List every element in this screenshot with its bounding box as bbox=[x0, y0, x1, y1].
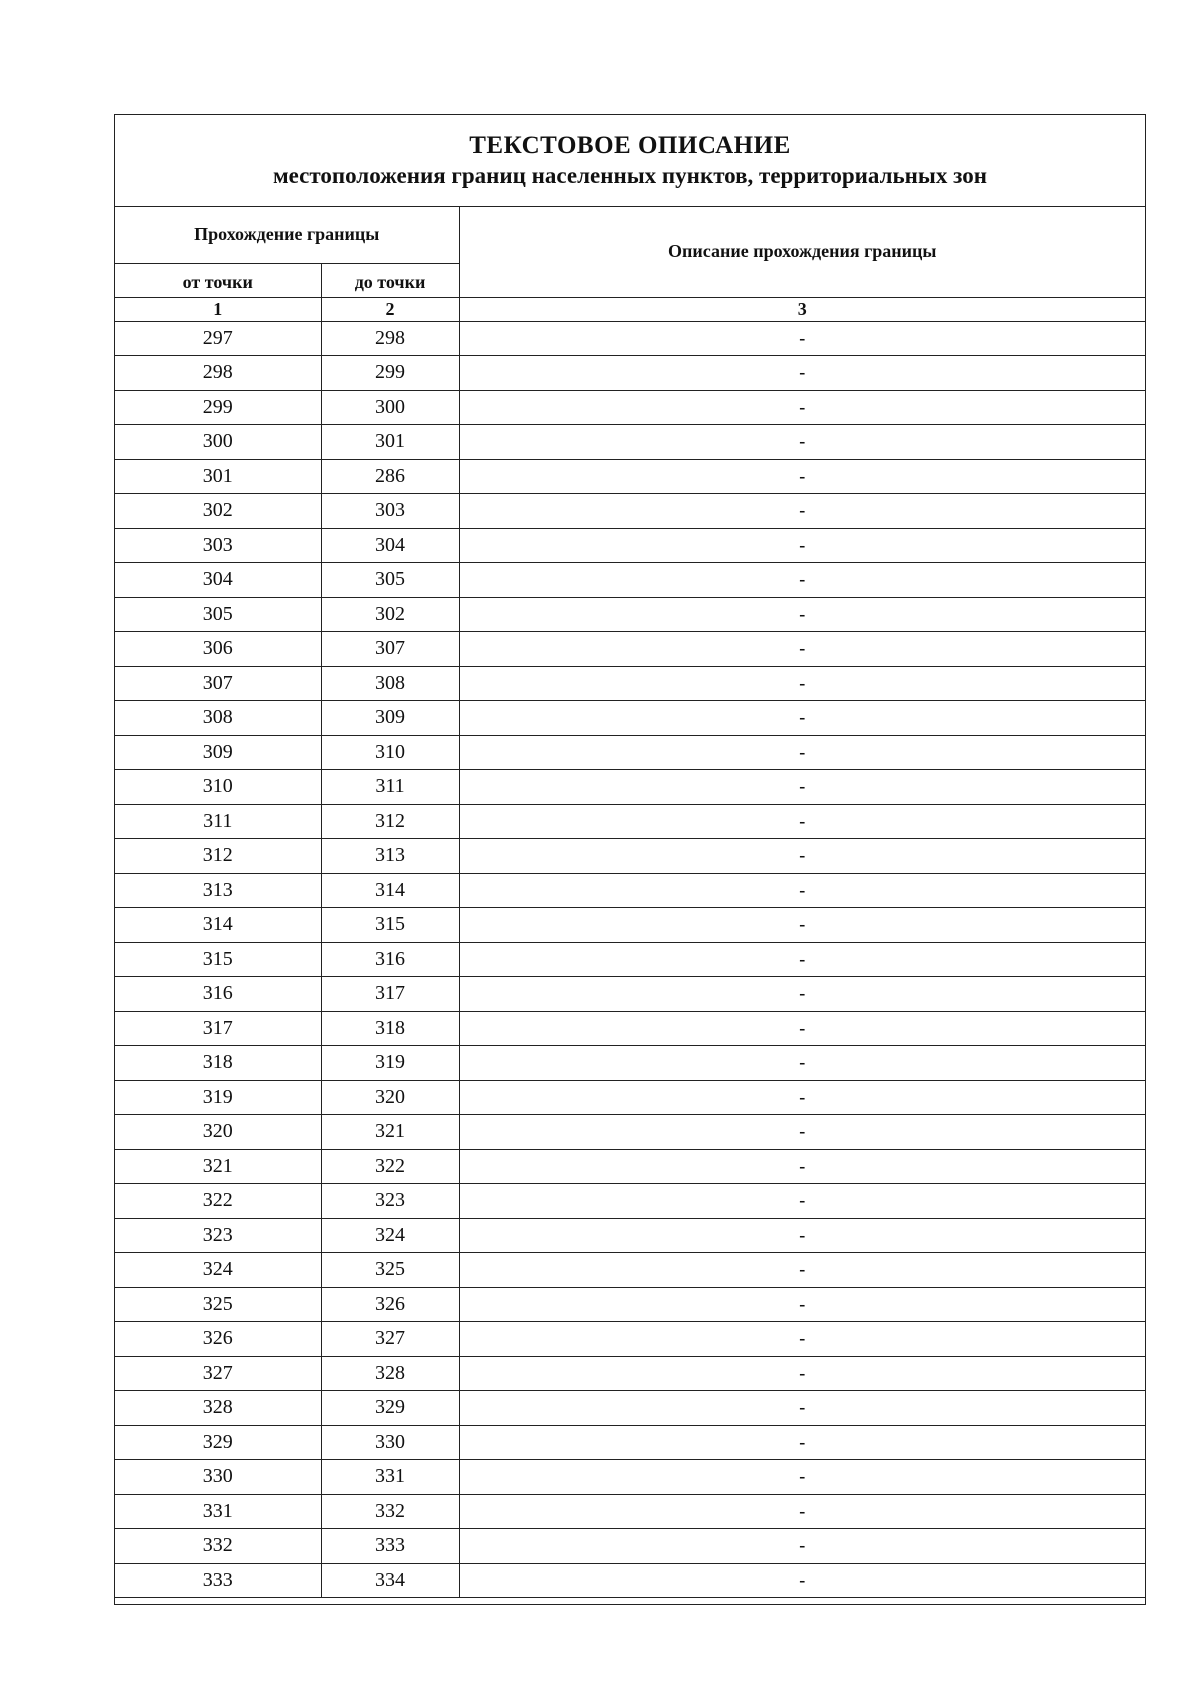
table-row bbox=[115, 528, 1145, 563]
description-cell: - bbox=[459, 1356, 1145, 1391]
table-row bbox=[115, 1529, 1145, 1564]
from-point-cell: 332 bbox=[115, 1529, 321, 1564]
description-cell: - bbox=[459, 425, 1145, 460]
table-row bbox=[115, 1356, 1145, 1391]
to-point-cell: 299 bbox=[321, 356, 459, 391]
from-point-cell: 323 bbox=[115, 1218, 321, 1253]
description-cell: - bbox=[459, 1218, 1145, 1253]
from-point-cell: 306 bbox=[115, 632, 321, 667]
document-sheet bbox=[114, 114, 1146, 1605]
table-header bbox=[115, 207, 1145, 321]
table-row bbox=[115, 321, 1145, 356]
table-row bbox=[115, 1184, 1145, 1219]
description-cell: - bbox=[459, 459, 1145, 494]
to-point-cell: 329 bbox=[321, 1391, 459, 1426]
to-point-cell: 319 bbox=[321, 1046, 459, 1081]
description-cell: - bbox=[459, 908, 1145, 943]
to-point-cell: 305 bbox=[321, 563, 459, 598]
description-cell: - bbox=[459, 1529, 1145, 1564]
table-row bbox=[115, 701, 1145, 736]
description-cell: - bbox=[459, 356, 1145, 391]
from-point-cell: 301 bbox=[115, 459, 321, 494]
to-point-cell: 298 bbox=[321, 321, 459, 356]
to-point-cell: 333 bbox=[321, 1529, 459, 1564]
table-row bbox=[115, 977, 1145, 1012]
to-point-cell: 301 bbox=[321, 425, 459, 460]
description-cell: - bbox=[459, 1149, 1145, 1184]
table-row bbox=[115, 1494, 1145, 1529]
description-cell: - bbox=[459, 1115, 1145, 1150]
from-point-cell: 314 bbox=[115, 908, 321, 943]
to-point-cell: 286 bbox=[321, 459, 459, 494]
to-point-cell: 315 bbox=[321, 908, 459, 943]
from-point-cell: 312 bbox=[115, 839, 321, 874]
description-cell: - bbox=[459, 735, 1145, 770]
from-point-cell: 313 bbox=[115, 873, 321, 908]
from-point-cell: 324 bbox=[115, 1253, 321, 1288]
from-point-cell: 298 bbox=[115, 356, 321, 391]
from-point-cell: 308 bbox=[115, 701, 321, 736]
to-point-cell: 330 bbox=[321, 1425, 459, 1460]
to-point-cell: 328 bbox=[321, 1356, 459, 1391]
table-row bbox=[115, 873, 1145, 908]
from-point-cell: 318 bbox=[115, 1046, 321, 1081]
table-row bbox=[115, 425, 1145, 460]
description-cell: - bbox=[459, 1425, 1145, 1460]
header-boundary-passage: Прохождение границы bbox=[115, 207, 459, 263]
table-row bbox=[115, 666, 1145, 701]
header-col-number-2: 2 bbox=[321, 297, 459, 321]
description-cell: - bbox=[459, 1563, 1145, 1598]
to-point-cell: 326 bbox=[321, 1287, 459, 1322]
table-row bbox=[115, 770, 1145, 805]
table-row bbox=[115, 597, 1145, 632]
description-cell: - bbox=[459, 770, 1145, 805]
from-point-cell: 328 bbox=[115, 1391, 321, 1426]
description-cell: - bbox=[459, 977, 1145, 1012]
to-point-cell: 312 bbox=[321, 804, 459, 839]
table-row bbox=[115, 1149, 1145, 1184]
document-subtitle: местоположения границ населенных пунктов, территориальных зон bbox=[273, 163, 987, 188]
from-point-cell: 330 bbox=[115, 1460, 321, 1495]
from-point-cell: 309 bbox=[115, 735, 321, 770]
from-point-cell: 325 bbox=[115, 1287, 321, 1322]
table-row bbox=[115, 735, 1145, 770]
document-title: ТЕКСТОВОЕ ОПИСАНИЕ bbox=[469, 132, 791, 159]
description-cell: - bbox=[459, 839, 1145, 874]
from-point-cell: 319 bbox=[115, 1080, 321, 1115]
from-point-cell: 326 bbox=[115, 1322, 321, 1357]
table-row bbox=[115, 356, 1145, 391]
to-point-cell: 322 bbox=[321, 1149, 459, 1184]
to-point-cell: 314 bbox=[321, 873, 459, 908]
table-row bbox=[115, 632, 1145, 667]
from-point-cell: 297 bbox=[115, 321, 321, 356]
table-row bbox=[115, 1218, 1145, 1253]
from-point-cell: 317 bbox=[115, 1011, 321, 1046]
table-row bbox=[115, 1115, 1145, 1150]
description-cell: - bbox=[459, 1391, 1145, 1426]
to-point-cell: 308 bbox=[321, 666, 459, 701]
table-row bbox=[115, 1322, 1145, 1357]
to-point-cell: 323 bbox=[321, 1184, 459, 1219]
header-from-point: от точки bbox=[115, 263, 321, 297]
to-point-cell: 310 bbox=[321, 735, 459, 770]
description-cell: - bbox=[459, 597, 1145, 632]
from-point-cell: 315 bbox=[115, 942, 321, 977]
from-point-cell: 316 bbox=[115, 977, 321, 1012]
description-cell: - bbox=[459, 563, 1145, 598]
description-cell: - bbox=[459, 528, 1145, 563]
header-to-point: до точки bbox=[321, 263, 459, 297]
description-cell: - bbox=[459, 701, 1145, 736]
header-col-number-1: 1 bbox=[115, 297, 321, 321]
header-col-number-3: 3 bbox=[459, 297, 1145, 321]
from-point-cell: 321 bbox=[115, 1149, 321, 1184]
table-row bbox=[115, 1425, 1145, 1460]
description-cell: - bbox=[459, 873, 1145, 908]
to-point-cell: 324 bbox=[321, 1218, 459, 1253]
description-cell: - bbox=[459, 1046, 1145, 1081]
table-row bbox=[115, 1080, 1145, 1115]
boundary-table bbox=[115, 207, 1145, 1598]
table-row bbox=[115, 1563, 1145, 1598]
description-cell: - bbox=[459, 666, 1145, 701]
table-row bbox=[115, 494, 1145, 529]
from-point-cell: 307 bbox=[115, 666, 321, 701]
to-point-cell: 325 bbox=[321, 1253, 459, 1288]
table-row bbox=[115, 839, 1145, 874]
from-point-cell: 304 bbox=[115, 563, 321, 598]
table-row bbox=[115, 563, 1145, 598]
description-cell: - bbox=[459, 390, 1145, 425]
description-cell: - bbox=[459, 804, 1145, 839]
table-row bbox=[115, 1253, 1145, 1288]
description-cell: - bbox=[459, 1011, 1145, 1046]
to-point-cell: 309 bbox=[321, 701, 459, 736]
table-row bbox=[115, 1391, 1145, 1426]
table-row bbox=[115, 804, 1145, 839]
description-cell: - bbox=[459, 1322, 1145, 1357]
from-point-cell: 331 bbox=[115, 1494, 321, 1529]
description-cell: - bbox=[459, 942, 1145, 977]
from-point-cell: 327 bbox=[115, 1356, 321, 1391]
header-description: Описание прохождения границы bbox=[459, 207, 1145, 297]
table-row bbox=[115, 1460, 1145, 1495]
description-cell: - bbox=[459, 494, 1145, 529]
to-point-cell: 303 bbox=[321, 494, 459, 529]
from-point-cell: 322 bbox=[115, 1184, 321, 1219]
from-point-cell: 310 bbox=[115, 770, 321, 805]
description-cell: - bbox=[459, 1287, 1145, 1322]
from-point-cell: 329 bbox=[115, 1425, 321, 1460]
table-bottom-margin bbox=[115, 1598, 1145, 1604]
to-point-cell: 313 bbox=[321, 839, 459, 874]
to-point-cell: 331 bbox=[321, 1460, 459, 1495]
to-point-cell: 300 bbox=[321, 390, 459, 425]
table-row bbox=[115, 1287, 1145, 1322]
description-cell: - bbox=[459, 1494, 1145, 1529]
from-point-cell: 300 bbox=[115, 425, 321, 460]
to-point-cell: 321 bbox=[321, 1115, 459, 1150]
from-point-cell: 303 bbox=[115, 528, 321, 563]
title-block bbox=[115, 115, 1145, 207]
table-row bbox=[115, 1011, 1145, 1046]
from-point-cell: 302 bbox=[115, 494, 321, 529]
table-row bbox=[115, 390, 1145, 425]
description-cell: - bbox=[459, 1460, 1145, 1495]
table-row bbox=[115, 908, 1145, 943]
from-point-cell: 311 bbox=[115, 804, 321, 839]
to-point-cell: 334 bbox=[321, 1563, 459, 1598]
to-point-cell: 317 bbox=[321, 977, 459, 1012]
to-point-cell: 327 bbox=[321, 1322, 459, 1357]
description-cell: - bbox=[459, 632, 1145, 667]
to-point-cell: 332 bbox=[321, 1494, 459, 1529]
to-point-cell: 320 bbox=[321, 1080, 459, 1115]
to-point-cell: 307 bbox=[321, 632, 459, 667]
to-point-cell: 304 bbox=[321, 528, 459, 563]
description-cell: - bbox=[459, 1253, 1145, 1288]
table-body bbox=[115, 321, 1145, 1598]
from-point-cell: 299 bbox=[115, 390, 321, 425]
from-point-cell: 320 bbox=[115, 1115, 321, 1150]
table-row bbox=[115, 942, 1145, 977]
description-cell: - bbox=[459, 1184, 1145, 1219]
table-row bbox=[115, 1046, 1145, 1081]
from-point-cell: 333 bbox=[115, 1563, 321, 1598]
to-point-cell: 316 bbox=[321, 942, 459, 977]
table-row bbox=[115, 459, 1145, 494]
to-point-cell: 302 bbox=[321, 597, 459, 632]
from-point-cell: 305 bbox=[115, 597, 321, 632]
to-point-cell: 318 bbox=[321, 1011, 459, 1046]
to-point-cell: 311 bbox=[321, 770, 459, 805]
description-cell: - bbox=[459, 1080, 1145, 1115]
description-cell: - bbox=[459, 321, 1145, 356]
